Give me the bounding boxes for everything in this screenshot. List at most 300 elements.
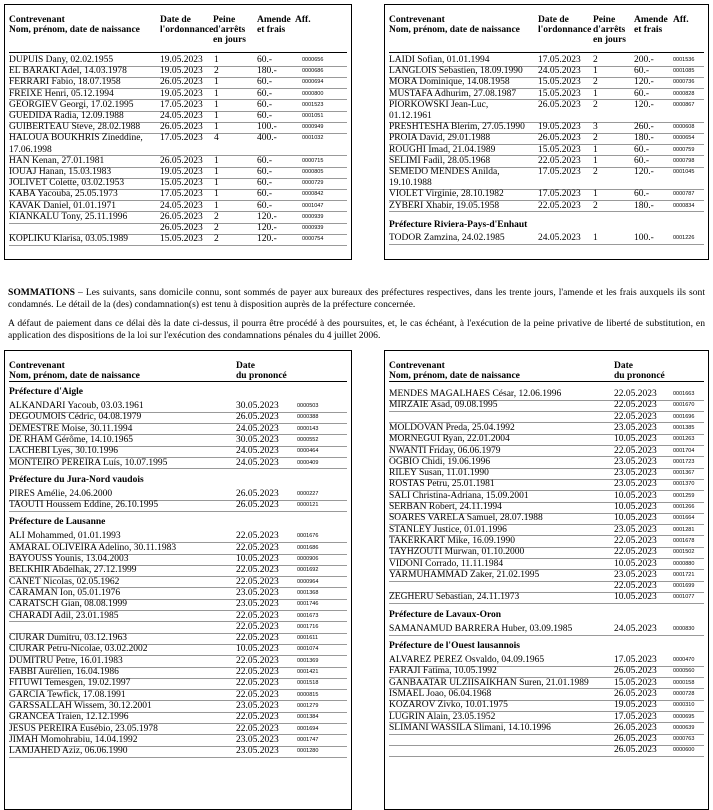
table-row: [9, 223, 347, 234]
aff-reference: 0001085: [673, 68, 695, 75]
header-rule: [389, 52, 704, 53]
peine-days: 1: [214, 111, 219, 121]
row-separator: [389, 635, 704, 636]
person-name: MENDES MAGALHAES César, 12.06.1996: [389, 389, 562, 399]
person-name: KAVAK Daniel, 01.01.1971: [9, 200, 117, 211]
header-aff: Aff.: [295, 15, 311, 25]
person-name: IOUAJ Hanan, 15.03.1983: [9, 167, 112, 177]
table-row: [9, 712, 347, 723]
table-row: [389, 412, 704, 423]
row-separator: [9, 245, 347, 246]
aff-reference: 0000754: [302, 236, 324, 243]
peine-days: 1: [214, 77, 219, 88]
person-name: ROUGHI Imad, 21.04.1989: [389, 144, 496, 155]
person-name: MIRZAIE Asad, 09.08.1995: [389, 400, 498, 411]
prononce-date: 23.05.2023: [614, 569, 657, 580]
sommations-text: – Les suivants, sans domicile connu, sont sommés de payer aux bureaux des préfectures respectives, dans les trente jours, l'amende et les frais auxquels ils sont condamnés. Le détail de la (des) condamnation(s) est tenu à disposition auprès de la préfecture concernée.: [8, 287, 705, 310]
case-reference: 0000464: [297, 448, 319, 455]
amende-amount: 60.-: [257, 155, 273, 166]
ordonnance-date: 24.05.2023: [160, 200, 203, 211]
case-reference: 0000409: [297, 459, 319, 466]
ordonnance-date: 19.05.2023: [538, 122, 581, 133]
person-name: SLIMANI WASSILA Slimani, 14.10.1996: [389, 722, 551, 733]
person-name: VIDONI Corrado, 11.11.1984: [389, 558, 504, 569]
prononce-date: 24.05.2023: [236, 457, 279, 468]
person-name: CIURAR Petru-Nicolae, 03.02.2002: [9, 644, 148, 655]
table-row: [389, 547, 704, 558]
prononce-date: 10.05.2023: [614, 592, 657, 603]
aff-reference: 0000805: [302, 169, 324, 175]
amende-amount: 120.-: [634, 167, 654, 177]
amende-amount: 60.-: [257, 55, 273, 65]
aff-reference: 0001045: [673, 169, 695, 175]
prononce-date: 22.05.2023: [236, 667, 279, 677]
case-reference: 0001670: [673, 402, 695, 409]
prononce-date: 26.05.2023: [614, 722, 657, 733]
peine-days: 1: [593, 144, 598, 155]
case-reference: 0001699: [673, 583, 695, 590]
header-date-line1: Date de: [538, 15, 569, 25]
person-name: OGBIO Chidi, 19.06.1996: [389, 456, 491, 467]
peine-days: 1: [214, 122, 219, 133]
peine-days: 4: [214, 133, 219, 144]
person-name: PROIA David, 29.01.1988: [389, 133, 491, 144]
amende-amount: 60.-: [634, 66, 650, 77]
person-name: CANET Nicolas, 02.05.1962: [9, 576, 120, 587]
prononce-date: 23.05.2023: [614, 468, 657, 479]
person-name: CHARADI Adil, 23.01.1985: [9, 610, 119, 621]
row-separator: [9, 468, 347, 469]
row-separator: [389, 244, 704, 245]
header-date-line2: du prononcé: [614, 371, 665, 381]
prononce-date: 22.05.2023: [236, 565, 279, 576]
person-name: KIANKALU Tony, 25.11.1996: [9, 211, 128, 222]
person-name: DUPUIS Dany, 02.02.1955: [9, 55, 114, 65]
header-amende-line2: et frais: [257, 25, 286, 35]
case-reference: 0001694: [297, 725, 319, 732]
prononce-date: 22.05.2023: [614, 535, 657, 546]
person-name: FERRARI Fabio, 18.07.1958: [9, 77, 121, 88]
table-row: [9, 746, 347, 757]
header-date-line1: Date: [614, 361, 633, 371]
person-name: LAMJAHED Aziz, 06.06.1990: [9, 746, 128, 757]
table-row: [9, 656, 347, 667]
table-row: [9, 735, 347, 746]
case-reference: 0001704: [673, 447, 695, 454]
person-name: SALI Christina-Adriana, 15.09.2001: [389, 490, 529, 501]
person-name: TAKERKART Mike, 16.09.1990: [389, 535, 515, 546]
table-row: [9, 724, 347, 735]
table-row: [9, 412, 347, 423]
person-name: NWANTI Friday, 06.06.1979: [389, 445, 501, 456]
header-name-line2: Nom, prénom, date de naissance: [9, 371, 140, 381]
case-reference: 0000695: [673, 713, 695, 720]
person-name: FABBI Aurélien, 16.04.1986: [9, 667, 119, 677]
person-name-cont: 19.10.1988: [389, 178, 432, 189]
table-row: [389, 559, 704, 570]
table-row: [9, 66, 347, 77]
header-name: [9, 361, 140, 381]
amende-amount: 100.-: [257, 122, 277, 133]
amende-amount: 60.-: [257, 200, 273, 211]
header-amende-line2: et frais: [634, 25, 663, 35]
case-reference: 0001074: [297, 646, 319, 653]
table-row: [389, 624, 704, 635]
person-name: STANLEY Justice, 01.01.1996: [389, 524, 507, 535]
header-amende: [257, 15, 291, 35]
table-row: [9, 678, 347, 689]
table-row: [9, 55, 347, 66]
aff-reference: 0001032: [302, 135, 324, 142]
table-row: [9, 446, 347, 457]
peine-days: 2: [593, 200, 598, 211]
header-peine-line1: Peine: [593, 15, 616, 25]
person-name: BELKHIR Abdelhak, 27.12.1999: [9, 565, 137, 576]
peine-days: 2: [593, 133, 598, 144]
aff-reference: 0000800: [302, 90, 324, 97]
case-reference: 0001746: [297, 601, 319, 608]
prefecture-heading: Préfecture de Lausanne: [9, 517, 106, 528]
header-peine-line3: en jours: [213, 35, 246, 45]
header-date: [614, 361, 665, 381]
case-reference: 0000639: [673, 724, 695, 731]
person-name-cont: 17.06.1998: [9, 144, 52, 155]
aff-reference: 0000949: [302, 124, 324, 131]
amende-amount: 180.-: [634, 133, 654, 144]
case-reference: 0000158: [673, 679, 695, 686]
table-row: [389, 423, 704, 434]
case-reference: 0000227: [297, 490, 319, 497]
prefecture-heading: Préfecture du Jura-Nord vaudois: [9, 474, 144, 485]
table-row: [9, 633, 347, 644]
prononce-date: 22.05.2023: [236, 576, 279, 587]
person-name: TODOR Zamzina, 24.02.1985: [389, 232, 505, 243]
peine-days: 2: [214, 66, 219, 77]
header-name: [389, 15, 520, 35]
person-name: ALI Mohammed, 01.01.1993: [9, 531, 121, 542]
table-row: [9, 489, 347, 500]
case-reference: 0000600: [673, 747, 695, 754]
case-reference: 0001370: [673, 481, 695, 488]
peine-days: 2: [593, 167, 598, 177]
table-row: [9, 644, 347, 655]
table-row: [389, 479, 704, 490]
prononce-date: 22.05.2023: [614, 445, 657, 456]
case-reference: 0001281: [673, 526, 695, 533]
ordonnance-date: 26.05.2023: [538, 133, 581, 144]
prononce-date: 26.05.2023: [614, 745, 657, 756]
header-contrevenant: Contrevenant: [389, 361, 445, 371]
prononce-date: 23.05.2023: [614, 524, 657, 535]
prononce-date: 23.05.2023: [236, 734, 279, 745]
header-date: [236, 361, 287, 381]
aff-reference: 0000729: [302, 180, 324, 187]
prononce-date: 10.05.2023: [236, 554, 279, 564]
person-name: MORNEGUI Ryan, 22.01.2004: [389, 434, 510, 445]
amende-amount: 60.-: [257, 189, 273, 200]
amende-amount: 60.-: [257, 167, 273, 177]
prononce-date: 22.05.2023: [614, 400, 657, 411]
amende-amount: 120.-: [257, 223, 277, 233]
top-left-table: [4, 4, 352, 260]
table-row: [9, 690, 347, 701]
table-row: [9, 122, 347, 133]
ordonnance-date: 26.05.2023: [160, 155, 203, 166]
peine-days: 1: [214, 55, 219, 65]
table-row: [9, 401, 347, 412]
person-name: VIOLET Virginie, 28.10.1982: [389, 189, 504, 200]
amende-amount: 260.-: [634, 122, 654, 133]
peine-days: 2: [214, 223, 219, 233]
header-peine-line2: d'arrêts: [593, 25, 626, 35]
person-name: TAOUTI Houssem Eddine, 26.10.1995: [9, 500, 159, 511]
header-name-line2: Nom, prénom, date de naissance: [389, 25, 520, 35]
ordonnance-date: 17.05.2023: [538, 167, 581, 177]
case-reference: 0001369: [297, 657, 319, 664]
ordonnance-date: 26.05.2023: [538, 99, 581, 110]
case-reference: 0001723: [673, 458, 695, 465]
person-name: JIMAH Momohrabiu, 14.04.1992: [9, 734, 138, 745]
peine-days: 1: [214, 88, 219, 99]
prononce-date: 30.05.2023: [236, 434, 279, 445]
case-reference: 0001077: [673, 594, 695, 601]
person-name: DUMITRU Petre, 16.01.1983: [9, 655, 123, 666]
case-reference: 0000552: [297, 436, 319, 443]
header-date-line2: du prononcé: [236, 371, 287, 381]
prononce-date: 22.05.2023: [236, 542, 279, 553]
aff-reference: 0000736: [673, 79, 695, 86]
header-name-line2: Nom, prénom, date de naissance: [9, 25, 140, 35]
ordonnance-date: 17.05.2023: [160, 133, 203, 144]
person-name: FITUWI Temesgen, 19.02.1997: [9, 678, 131, 689]
ordonnance-date: 26.05.2023: [160, 223, 203, 233]
case-reference: 0000121: [297, 502, 319, 509]
table-row: [9, 435, 347, 446]
sommations-title: SOMMATIONS: [8, 287, 75, 298]
prononce-date: 22.05.2023: [236, 655, 279, 666]
table-row: [9, 588, 347, 599]
person-name: KABA Yacouba, 25.05.1973: [9, 189, 118, 200]
amende-amount: 120.-: [257, 211, 277, 222]
aff-reference: 0000842: [302, 191, 324, 198]
prononce-date: 26.05.2023: [236, 500, 279, 511]
ordonnance-date: 26.05.2023: [160, 122, 203, 133]
ordonnance-date: 22.05.2023: [538, 155, 581, 166]
case-reference: 0001384: [297, 714, 319, 721]
header-name-line2: Nom, prénom, date de naissance: [389, 371, 520, 381]
peine-days: 2: [593, 99, 598, 110]
table-row: [389, 745, 704, 756]
row-separator: [9, 757, 347, 758]
person-name: MOLDOVAN Preda, 25.04.1992: [389, 422, 515, 433]
ordonnance-date: 15.05.2023: [160, 178, 203, 189]
person-name: GARSSALLAH Wissem, 30.12.2001: [9, 700, 152, 711]
case-reference: 0001676: [297, 533, 319, 540]
prononce-date: 22.05.2023: [236, 678, 279, 689]
peine-days: 1: [593, 88, 598, 99]
person-name: CARAMAN Ion, 05.01.1976: [9, 587, 121, 598]
peine-days: 1: [593, 155, 598, 166]
header-rule: [389, 381, 704, 382]
table-row: [9, 189, 347, 200]
table-row: [9, 111, 347, 122]
prononce-date: 24.05.2023: [236, 423, 279, 434]
table-row: [9, 701, 347, 712]
prononce-date: 22.05.2023: [614, 547, 657, 558]
table-row: [389, 145, 704, 156]
amende-amount: 120.-: [257, 234, 277, 245]
aff-reference: 0000939: [302, 213, 324, 220]
case-reference: 0000880: [673, 560, 695, 567]
person-name: SELIMI Fadil, 28.05.1968: [389, 155, 491, 166]
header-amende-line1: Amende: [634, 15, 668, 25]
case-reference: 0001367: [673, 470, 695, 477]
table-row: [389, 468, 704, 479]
prononce-date: 17.05.2023: [614, 655, 657, 665]
ordonnance-date: 17.05.2023: [160, 99, 203, 110]
person-name: FARAJI Fatima, 10.05.1992: [389, 666, 497, 677]
table-row: [389, 581, 704, 592]
amende-amount: 180.-: [257, 66, 277, 77]
person-name: MUSTAFA Adhurim, 27.08.1987: [389, 88, 517, 99]
ordonnance-date: 19.05.2023: [160, 88, 203, 99]
case-reference: 0000560: [673, 668, 695, 675]
peine-days: 1: [593, 189, 598, 200]
table-row: [389, 666, 704, 677]
amende-amount: 60.-: [634, 155, 650, 166]
header-peine-line3: en jours: [593, 35, 626, 45]
ordonnance-date: 17.05.2023: [160, 189, 203, 200]
amende-amount: 120.-: [634, 77, 654, 88]
aff-reference: 0000939: [302, 225, 324, 231]
table-row: [9, 667, 347, 678]
person-name: DEGOUMOIS Cédric, 04.08.1979: [9, 412, 142, 423]
aff-reference: 0000715: [302, 157, 324, 164]
amende-amount: 180.-: [634, 200, 654, 211]
table-row: [9, 77, 347, 88]
prononce-date: 22.05.2023: [236, 689, 279, 700]
table-row: [389, 734, 704, 745]
prononce-date: 23.05.2023: [236, 746, 279, 757]
amende-amount: 100.-: [634, 232, 654, 243]
peine-days: 3: [593, 122, 598, 133]
sommations-paragraph: [8, 287, 705, 310]
amende-amount: 200.-: [634, 55, 654, 65]
person-name: LACHEBI Lyes, 30.10.1996: [9, 446, 118, 457]
amende-amount: 60.-: [257, 178, 273, 189]
table-row: [9, 201, 347, 212]
header-date-line1: Date de: [160, 15, 191, 25]
header-contrevenant: Contrevenant: [9, 15, 65, 25]
row-separator: [9, 511, 347, 512]
aff-reference: 0000787: [673, 191, 695, 198]
amende-amount: 60.-: [257, 88, 273, 99]
ordonnance-date: 26.05.2023: [160, 77, 203, 88]
table-row: [389, 689, 704, 700]
person-name: BAYOUSS Younis, 13.04.2003: [9, 554, 129, 564]
table-row: [389, 233, 704, 244]
header-contrevenant: Contrevenant: [389, 15, 445, 25]
prononce-date: 10.05.2023: [614, 490, 657, 501]
case-reference: 0001721: [673, 571, 695, 578]
case-reference: 0000310: [673, 702, 695, 709]
prononce-date: 22.05.2023: [236, 712, 279, 723]
header-date: [538, 15, 591, 35]
table-row: [389, 723, 704, 734]
prononce-date: 10.05.2023: [614, 434, 657, 445]
person-name: SOARES VARELA Samuel, 28.07.1988: [389, 513, 543, 524]
table-row: [389, 201, 704, 212]
case-reference: 0000763: [673, 736, 695, 743]
table-row: [9, 565, 347, 576]
case-reference: 0001266: [673, 504, 695, 510]
case-reference: 0001385: [673, 424, 695, 431]
peine-days: 1: [214, 167, 219, 177]
case-reference: 0000470: [673, 657, 695, 663]
prononce-date: 22.05.2023: [614, 411, 657, 422]
person-name: DE RHAM Gérôme, 14.10.1965: [9, 434, 134, 445]
ordonnance-date: 19.05.2023: [160, 55, 203, 65]
person-name: RILEY Susan, 11.01.1990: [389, 468, 489, 479]
person-name: GANBAATAR ULZIISAIKHAN Suren, 21.01.1989: [389, 677, 589, 688]
ordonnance-date: 24.05.2023: [538, 66, 581, 77]
person-name: HALOUA BOUKHRIS Zineddine,: [9, 133, 143, 144]
table-row: [389, 491, 704, 502]
prononce-date: 26.05.2023: [236, 412, 279, 423]
table-row: [389, 66, 704, 77]
amende-amount: 60.-: [257, 77, 273, 88]
table-row: [389, 446, 704, 457]
case-reference: 0001686: [297, 544, 319, 551]
person-name: CARATSCH Gian, 08.08.1999: [9, 599, 127, 610]
person-name: LUGRIN Alain, 23.05.1952: [389, 711, 496, 722]
aff-reference: 0001226: [673, 234, 695, 241]
table-row: [9, 133, 347, 155]
table-row: [389, 700, 704, 711]
aff-reference: 0000759: [673, 146, 695, 153]
person-name: GUEDIDA Radia, 12.09.1988: [9, 111, 124, 121]
header-peine: [213, 15, 246, 45]
case-reference: 0001692: [297, 567, 319, 574]
header-peine: [593, 15, 626, 45]
peine-days: 2: [593, 77, 598, 88]
case-reference: 0001368: [297, 589, 319, 596]
amende-amount: 60.-: [257, 111, 273, 121]
case-reference: 0001279: [297, 702, 319, 709]
table-row: [9, 424, 347, 435]
case-reference: 0000388: [297, 414, 319, 421]
header-rule: [9, 52, 347, 53]
table-row: [9, 622, 347, 633]
aff-reference: 0000694: [302, 79, 324, 86]
prefecture-heading: Préfecture Riviera-Pays-d'Enhaut: [389, 219, 528, 230]
table-row: [389, 502, 704, 513]
amende-amount: 60.-: [634, 88, 650, 99]
header-aff: Aff.: [673, 15, 689, 25]
aff-reference: 0000686: [302, 68, 324, 75]
prononce-date: 26.05.2023: [614, 666, 657, 677]
ordonnance-date: 24.05.2023: [160, 111, 203, 121]
sommations-paragraph-2: A défaut de paiement dans ce délai dès la date ci-dessus, il pourra être procédé à des poursuites, et, le cas échéant, à l'exécution de la peine privative de liberté de substitution, en application des dispositions de la loi sur l'exécution des condamnations pénales du 4 juillet 2006.: [8, 318, 705, 341]
table-row: [389, 434, 704, 445]
person-name: ZYBERI Xhabir, 19.05.1958: [389, 200, 500, 211]
case-reference: 0001673: [297, 612, 319, 619]
header-peine-line2: d'arrêts: [213, 25, 246, 35]
prononce-date: 22.05.2023: [236, 531, 279, 542]
person-name: HAN Kenan, 27.01.1981: [9, 155, 105, 166]
table-row: [9, 543, 347, 554]
header-date-line2: l'ordonnance: [538, 25, 592, 35]
